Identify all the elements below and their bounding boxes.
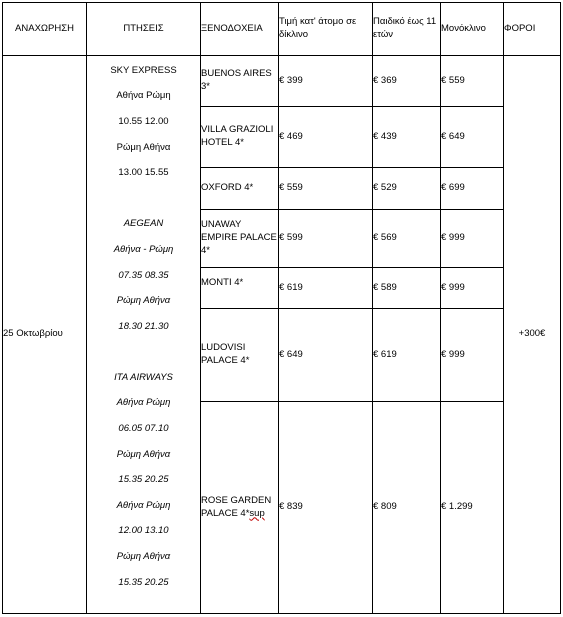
- header-departure: ΑΝΑΧΩΡΗΣΗ: [3, 3, 87, 56]
- flight-times: 13.00 15.55: [118, 167, 169, 179]
- price-child: € 439: [373, 107, 441, 168]
- flight-times: 10.55 12.00: [118, 115, 169, 127]
- flight-times: 06.05 07.10: [118, 423, 169, 435]
- flight-times: 15.35 20.25: [118, 474, 169, 486]
- hotel-name: VILLA GRAZIOLI HOTEL 4*: [201, 107, 279, 168]
- price-child: € 569: [373, 210, 441, 268]
- flight-route: Ρώμη Αθήνα: [116, 141, 171, 153]
- flight-route: Αθήνα - Ρώμη: [113, 243, 174, 255]
- flight-route: Αθήνα Ρώμη: [116, 90, 171, 102]
- price-double: € 599: [279, 210, 373, 268]
- price-double: € 839: [279, 402, 373, 614]
- price-double: € 619: [279, 268, 373, 309]
- flight-airline-ita: ITA AIRWAYS: [114, 371, 173, 383]
- header-hotels: ΞΕΝΟΔΟΧΕΙΑ: [201, 3, 279, 56]
- flight-times: 15.35 20.25: [118, 576, 169, 588]
- header-single: Μονόκλινο: [441, 3, 504, 56]
- flight-times: 12.00 13.10: [118, 525, 169, 537]
- hotel-name: OXFORD 4*: [201, 168, 279, 210]
- hotel-name: LUDOVISI PALACE 4*: [201, 309, 279, 402]
- hotel-name-main: ROSE GARDEN PALACE 4*: [201, 494, 272, 519]
- hotel-name: UNAWAY EMPIRE PALACE 4*: [201, 210, 279, 268]
- header-price-double: Τιμή κατ' άτομο σε δίκλινο: [279, 3, 373, 56]
- price-single: € 999: [441, 268, 504, 309]
- hotel-name: [201, 402, 279, 614]
- flight-airline-sky-express: SKY EXPRESS: [110, 64, 177, 76]
- flight-airline-aegean: AEGEAN: [123, 218, 164, 230]
- price-child: € 369: [373, 56, 441, 107]
- flight-route: Αθήνα Ρώμη: [116, 499, 171, 511]
- table-row: [3, 56, 561, 107]
- flight-route: Αθήνα Ρώμη: [116, 397, 171, 409]
- taxes-value: +300€: [504, 56, 561, 614]
- hotel-name: BUENOS AIRES 3*: [201, 56, 279, 107]
- flights-cell: [87, 56, 201, 614]
- price-double: € 469: [279, 107, 373, 168]
- departure-date: 25 Οκτωβρίου: [3, 56, 87, 614]
- flight-route: Ρώμη Αθήνα: [116, 448, 171, 460]
- flight-route: Ρώμη Αθήνα: [116, 551, 171, 563]
- header-child-price: Παιδικό έως 11 ετών: [373, 3, 441, 56]
- price-single: € 649: [441, 107, 504, 168]
- header-taxes: ΦΟΡΟΙ: [504, 3, 561, 56]
- price-child: € 589: [373, 268, 441, 309]
- header-flights: ΠΤΗΣΕΙΣ: [87, 3, 201, 56]
- package-price-table: [2, 2, 561, 614]
- price-single: € 999: [441, 309, 504, 402]
- price-double: € 399: [279, 56, 373, 107]
- price-single: € 1.299: [441, 402, 504, 614]
- price-double: € 559: [279, 168, 373, 210]
- flight-times: 07.35 08.35: [118, 269, 169, 281]
- hotel-name: MONTI 4*: [201, 268, 279, 309]
- flight-times: 18.30 21.30: [118, 320, 169, 332]
- price-single: € 559: [441, 56, 504, 107]
- price-single: € 999: [441, 210, 504, 268]
- header-row: [3, 3, 561, 56]
- hotel-name-suffix: sup: [249, 507, 265, 519]
- flight-route: Ρώμη Αθήνα: [116, 295, 171, 307]
- price-child: € 619: [373, 309, 441, 402]
- price-single: € 699: [441, 168, 504, 210]
- price-double: € 649: [279, 309, 373, 402]
- price-child: € 809: [373, 402, 441, 614]
- price-child: € 529: [373, 168, 441, 210]
